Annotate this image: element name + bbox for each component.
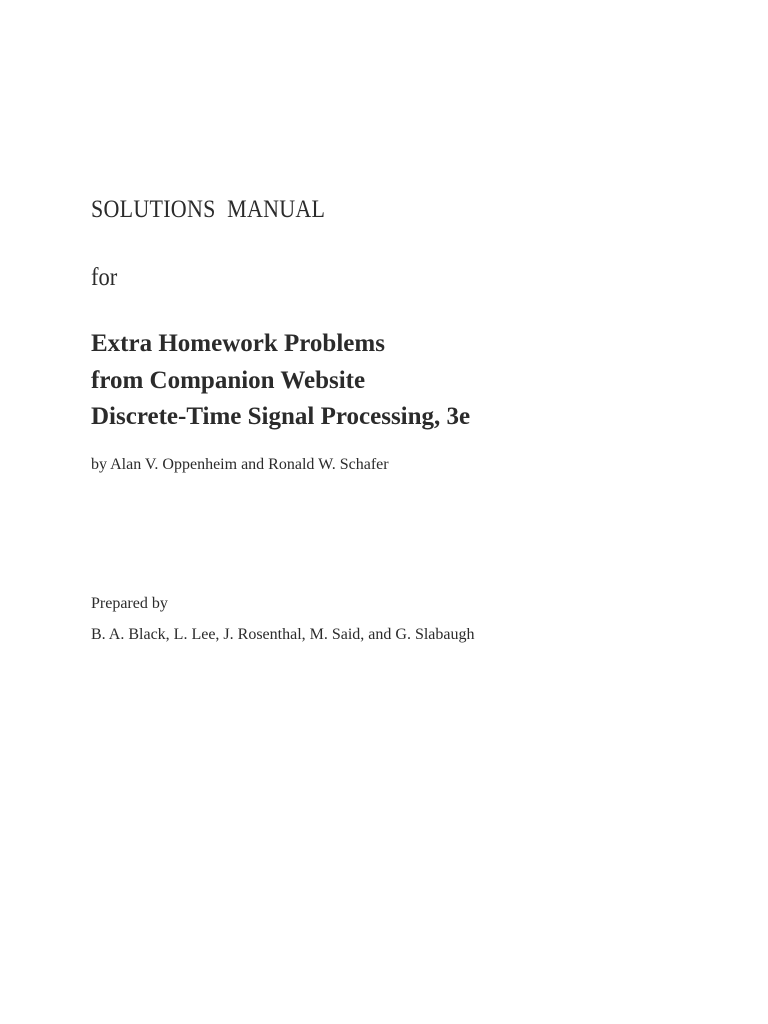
for-label: for <box>91 264 118 291</box>
preparer-names: B. A. Black, L. Lee, J. Rosenthal, M. Said, and G. Slabaugh <box>91 626 475 643</box>
manual-label: SOLUTIONS MANUAL <box>91 196 326 223</box>
title-line-3: Discrete-Time Signal Processing, 3e <box>91 403 471 430</box>
prepared-by-label: Prepared by <box>91 595 168 612</box>
title-line-1: Extra Homework Problems <box>91 330 385 357</box>
author-byline: by Alan V. Oppenheim and Ronald W. Schafer <box>91 456 389 473</box>
title-line-2: from Companion Website <box>91 367 366 394</box>
